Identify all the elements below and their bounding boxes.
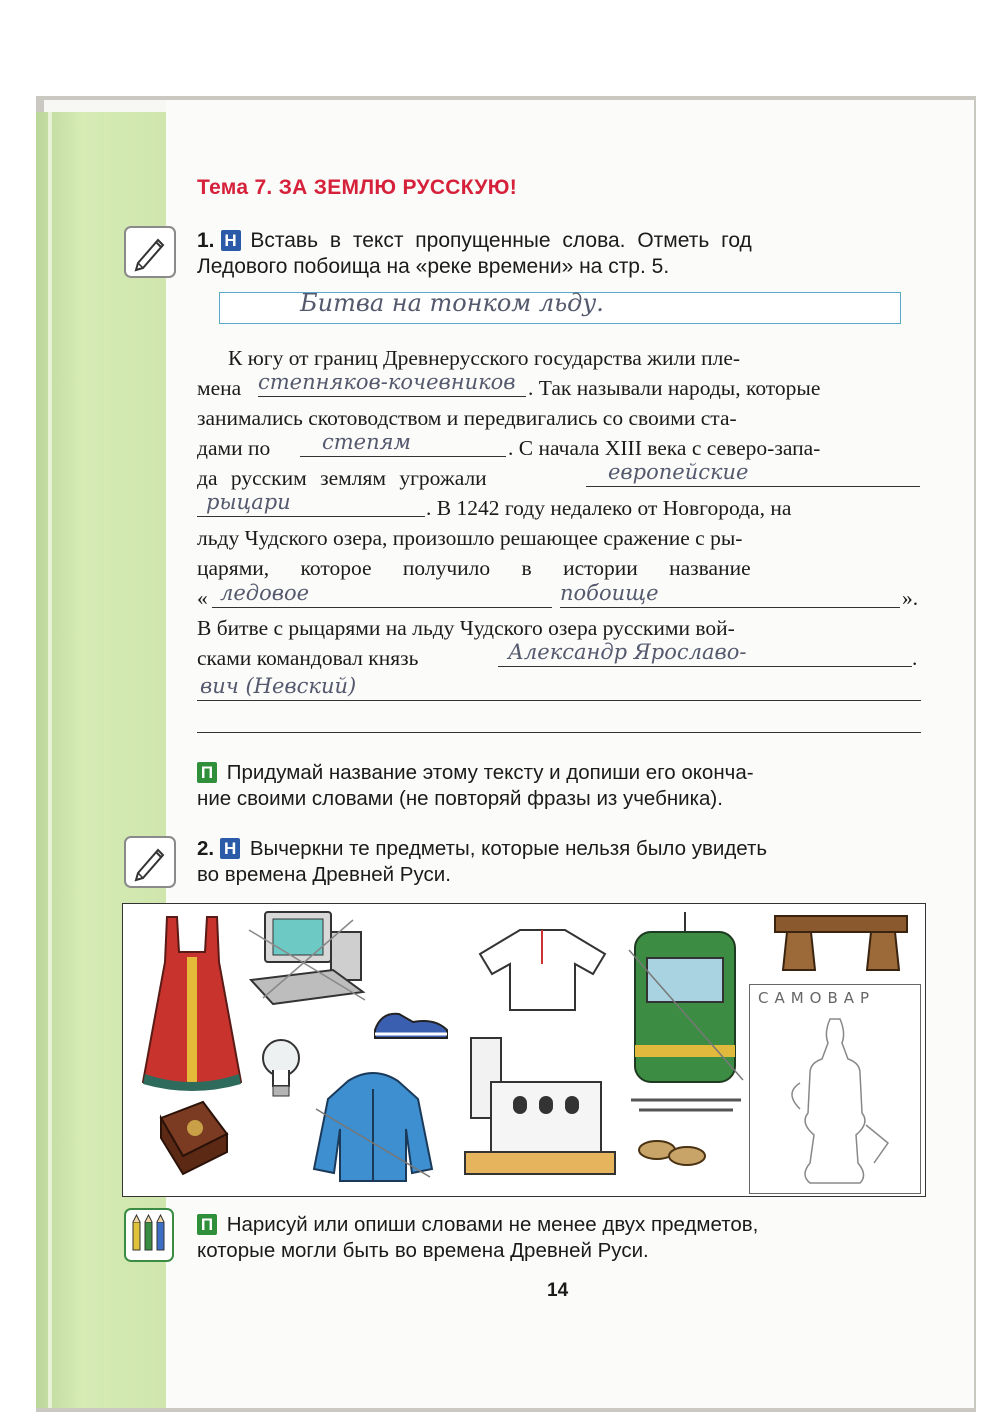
task1-number: 1. — [197, 229, 215, 252]
pencils-icon — [124, 1208, 174, 1262]
answer-blank[interactable] — [560, 607, 900, 608]
text-line: ». — [902, 586, 919, 610]
text-line: сками командовал князь — [197, 646, 419, 670]
subtask-p2-line1 — [197, 1212, 758, 1238]
handwritten-answer: степям — [322, 430, 411, 454]
handwritten-answer: степняков-кочевников — [258, 370, 516, 394]
answer-line[interactable] — [197, 700, 921, 701]
samovar-drawing-box — [749, 984, 921, 1194]
task2-line1 — [197, 836, 767, 862]
answer-blank[interactable] — [300, 456, 506, 457]
answer-blank[interactable] — [197, 516, 425, 517]
text-line: . — [912, 646, 918, 670]
subtask-p1-text-1: Придумай название этому тексту и допиши его оконча- — [226, 761, 754, 784]
task1-line1 — [197, 228, 927, 254]
answer-blank[interactable] — [258, 396, 526, 397]
text-line: . С начала XIII века с северо-запа- — [508, 436, 821, 460]
answer-line[interactable] — [197, 732, 921, 733]
subtask-p2-text-1: Нарисуй или опиши словами не менее двух предметов, — [226, 1213, 759, 1236]
subtask-p1-line1 — [197, 760, 754, 786]
hoodie-jacket-image[interactable] — [308, 1069, 438, 1189]
samovar-drawing — [770, 1013, 900, 1188]
handwritten-answer: европейские — [608, 460, 749, 484]
level-badge-n: Н — [220, 838, 240, 859]
text-line: К югу от границ Древнерусского государства жили пле- — [228, 346, 741, 370]
old-book-image[interactable] — [153, 1098, 233, 1178]
title-answer-box[interactable] — [219, 289, 901, 324]
subtask-p1-text-2: ние своими словами (не повторяй фразы из учебника). — [197, 787, 723, 810]
task1-instruction-2: Ледового побоища на «реке времени» на стр. 5. — [197, 255, 670, 278]
light-bulb-image[interactable] — [257, 1034, 305, 1114]
handwritten-answer: побоище — [560, 581, 659, 605]
sarafan-dress-image[interactable] — [137, 912, 247, 1097]
pencil-icon — [124, 836, 176, 888]
objects-picture-frame — [122, 903, 926, 1197]
handwritten-answer: рыцари — [206, 490, 291, 514]
page-title: Тема 7. ЗА ЗЕМЛЮ РУССКУЮ! — [197, 176, 518, 199]
pencil-icon — [124, 226, 176, 278]
task2-instruction-1: Вычеркни те предметы, которые нельзя было увидеть — [249, 837, 768, 860]
bast-shoes-image[interactable] — [635, 1126, 715, 1172]
samovar-drawing-label: САМОВАР — [758, 989, 876, 1007]
shirt-image[interactable] — [475, 924, 610, 1014]
text-line: занимались скотоводством и передвигались со своими ста- — [197, 406, 737, 430]
electric-train-image[interactable] — [625, 910, 747, 1125]
text-line: да русским землям угрожали — [197, 466, 487, 490]
text-line: царями, которое получило в истории название — [197, 556, 751, 580]
computer-image[interactable] — [243, 910, 373, 1005]
answer-blank[interactable] — [498, 666, 912, 667]
text-line: дами по — [197, 436, 271, 460]
text-line: « — [197, 586, 208, 610]
white-stone-building-image[interactable] — [461, 1032, 621, 1182]
handwritten-title: Битва на тонком льду. — [300, 289, 604, 317]
level-badge-n: Н — [221, 230, 241, 251]
text-line: В битве с рыцарями на льду Чудского озера русскими вой- — [197, 616, 735, 640]
page-number: 14 — [547, 1280, 569, 1301]
subtask-p2-text-2: которые могли быть во времена Древней Руси. — [197, 1239, 649, 1262]
text-line: льду Чудского озера, произошло решающее сражение с ры- — [197, 526, 743, 550]
handwritten-answer: вич (Невский) — [200, 674, 357, 698]
handwritten-answer: ледовое — [220, 581, 310, 605]
text-line: . В 1242 году недалеко от Новгорода, на — [426, 496, 792, 520]
wooden-bench-image[interactable] — [771, 910, 911, 980]
handwritten-answer: Александр Ярославо- — [508, 640, 747, 664]
level-badge-p: П — [197, 762, 217, 783]
task2-instruction-2: во времена Древней Руси. — [197, 863, 451, 886]
task1-instruction-1: Вставь в текст пропущенные слова. Отметь год — [250, 229, 752, 252]
text-line: . Так называли народы, которые — [528, 376, 821, 400]
sneaker-image[interactable] — [371, 1004, 451, 1044]
answer-blank[interactable] — [212, 607, 552, 608]
text-line: мена — [197, 376, 242, 400]
answer-blank[interactable] — [586, 486, 920, 487]
level-badge-p: П — [197, 1214, 217, 1235]
task2-number: 2. — [197, 837, 215, 860]
